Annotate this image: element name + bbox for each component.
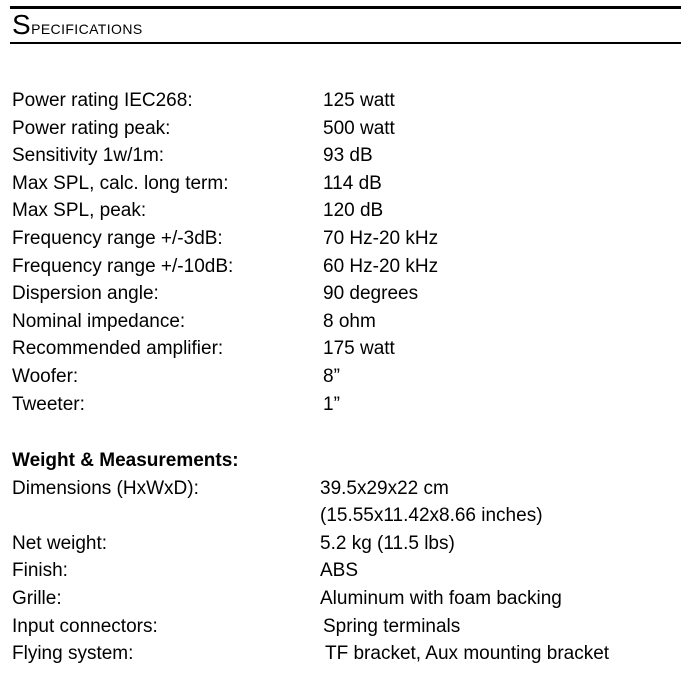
spec-label: Max SPL, peak:: [12, 200, 147, 222]
spec-value: 114 dB: [323, 172, 382, 194]
header-rule: [10, 42, 681, 44]
spec-value: 120 dB: [323, 200, 384, 222]
spec-value: (15.55x11.42x8.66 inches): [320, 505, 543, 527]
spec-value: ABS: [320, 560, 359, 582]
spec-value: Spring terminals: [323, 615, 461, 637]
spec-label: Grille:: [12, 588, 62, 609]
spec-value: TF bracket, Aux mounting bracket: [325, 643, 610, 665]
top-rule: [10, 6, 681, 9]
spec-value: 5.2 kg (11.5 lbs): [320, 532, 455, 554]
spec-value: 8 ohm: [323, 310, 376, 332]
spec-label: Frequency range +/-3dB:: [12, 228, 223, 249]
spec-value: 90 degrees: [323, 283, 419, 305]
spec-label: Tweeter:: [12, 393, 85, 415]
spec-label: Flying system:: [12, 643, 134, 665]
spec-label: Max SPL, calc. long term:: [12, 172, 229, 194]
spec-label: Power rating IEC268:: [12, 90, 193, 111]
spec-value: 1”: [323, 393, 340, 415]
spec-label: Woofer:: [12, 366, 79, 387]
spec-value: 125 watt: [323, 90, 395, 111]
page-title: Specifications: [12, 9, 143, 40]
spec-value: 500 watt: [323, 117, 395, 139]
spec-label: Net weight:: [12, 532, 108, 554]
spec-value: 175 watt: [323, 338, 395, 360]
spec-label: Nominal impedance:: [12, 310, 186, 332]
section-heading: Weight & Measurements:: [12, 450, 239, 471]
spec-value: Aluminum with foam backing: [320, 588, 562, 609]
spec-label: Sensitivity 1w/1m:: [12, 145, 165, 167]
spec-value: 60 Hz-20 kHz: [323, 255, 439, 277]
spec-label: Recommended amplifier:: [12, 338, 224, 360]
spec-label: Power rating peak:: [12, 117, 171, 139]
spec-value: 93 dB: [323, 145, 373, 167]
spec-value: 8”: [323, 366, 340, 387]
spec-label: Finish:: [12, 560, 68, 582]
spec-label: Frequency range +/-10dB:: [12, 255, 234, 277]
spec-label: Dispersion angle:: [12, 283, 159, 305]
spec-value: 70 Hz-20 kHz: [323, 228, 439, 249]
spec-label: Input connectors:: [12, 615, 158, 637]
spec-value: 39.5x29x22 cm: [320, 477, 449, 499]
spec-label: Dimensions (HxWxD):: [12, 477, 199, 499]
